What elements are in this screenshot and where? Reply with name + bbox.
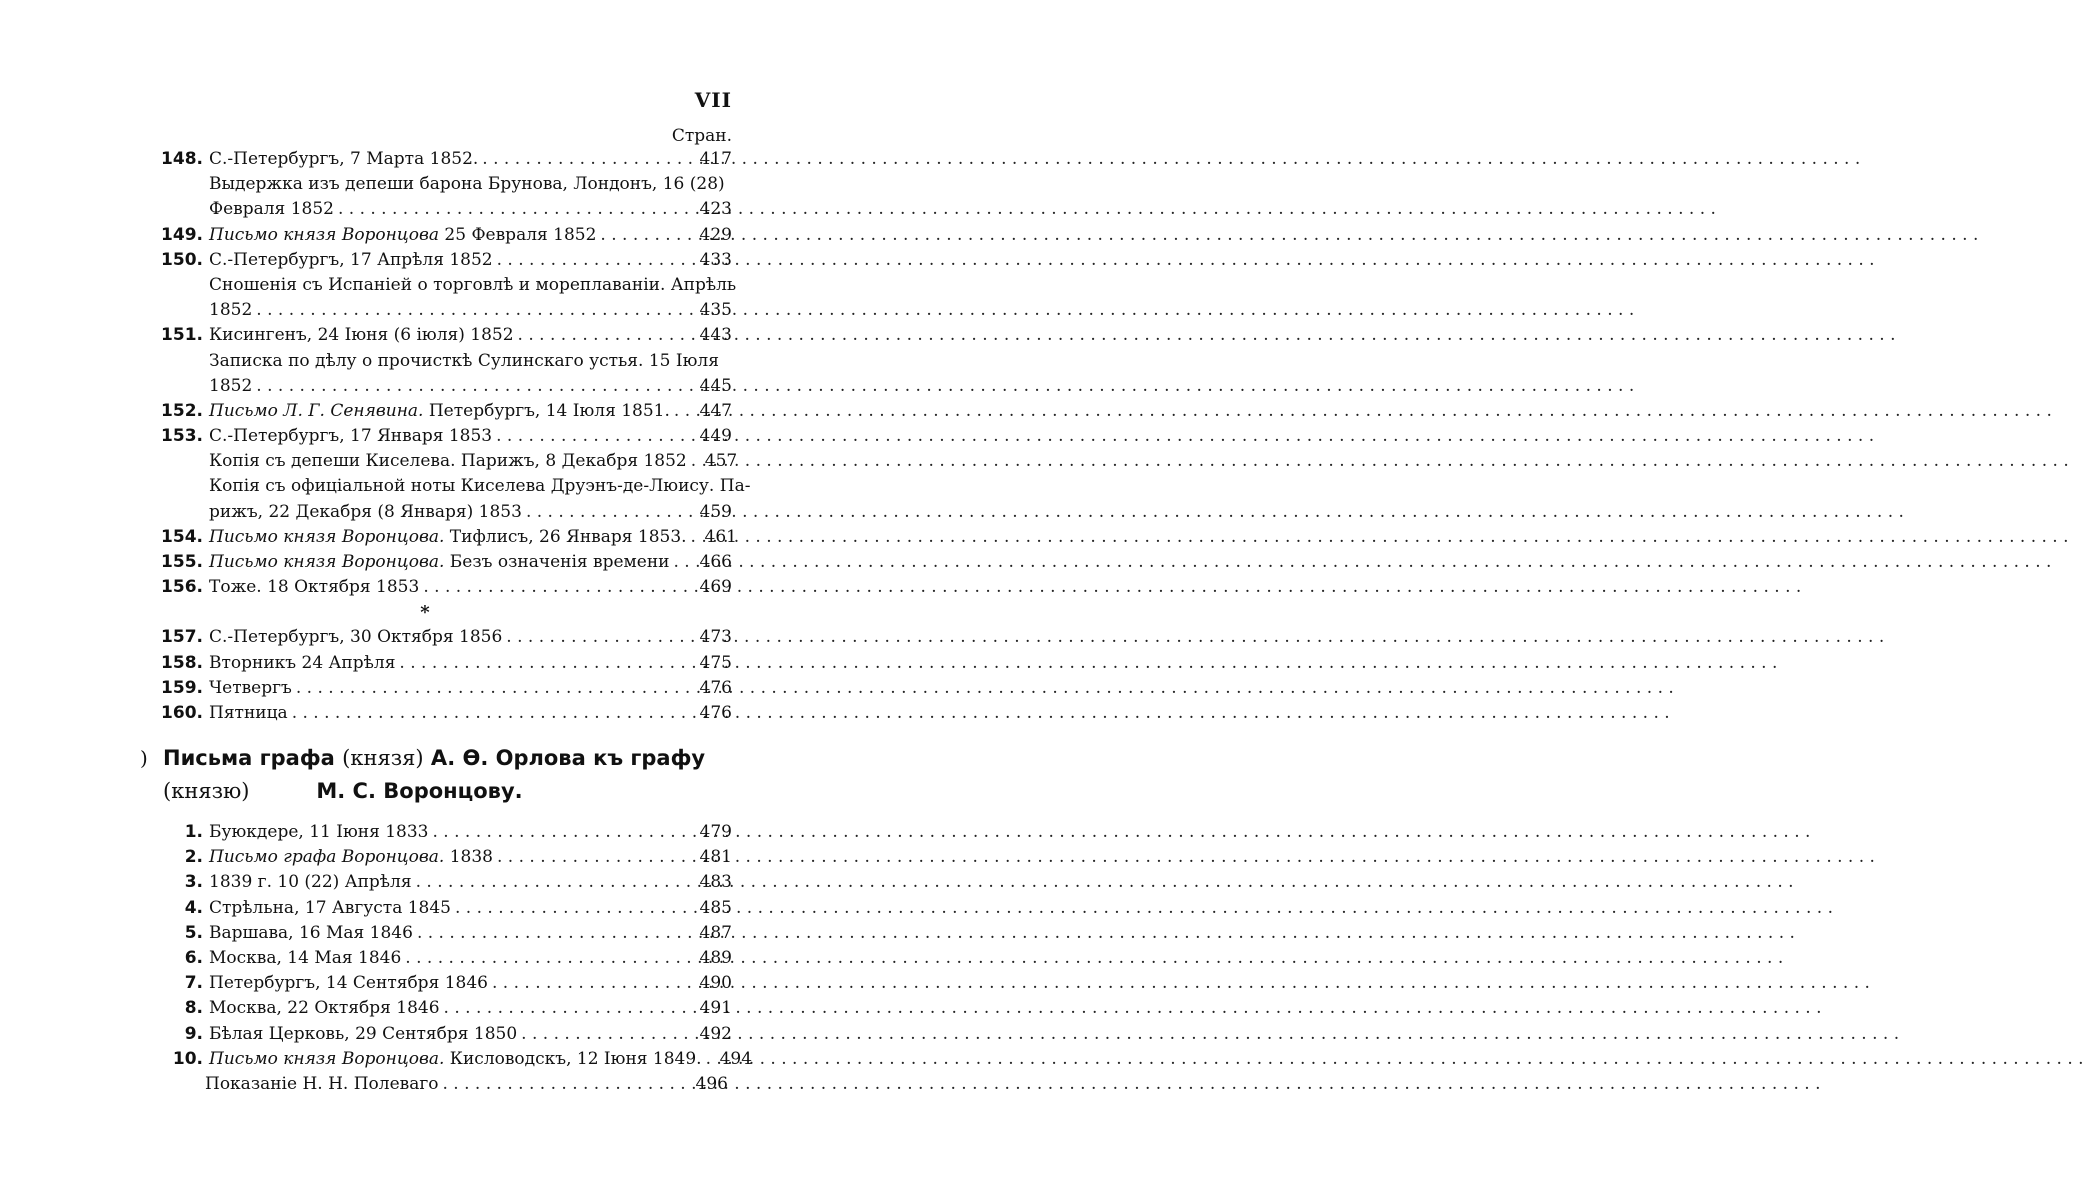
dot-leader [706,1047,716,1072]
entry-title-italic: Письмо графа Воронцова. [209,847,445,868]
entry-title [209,845,493,870]
entry-title-text: Москва, 14 Мая 1846 [209,947,402,968]
entry-number: 10. [172,1048,203,1069]
toc-entry [0,500,839,525]
entry-number: 152. [161,400,203,421]
entry-page-number: 417 [699,149,732,169]
toc-entry [0,525,839,550]
toc-entry [0,845,839,870]
entry-title [209,870,412,895]
entry-title-text: С.-Петербургъ, 17 Января 1853 [209,426,493,447]
entry-title [209,500,522,525]
entry-number: 5. [184,922,203,943]
entry-page-number: 487 [699,922,732,943]
entry-title [209,625,502,650]
entry-page-number: 485 [699,897,732,918]
toc-entry [0,273,839,298]
entry-number: 158. [161,652,203,673]
dot-leader [417,921,696,946]
entry-title [209,971,488,996]
page-column-header: Стран. [671,126,732,146]
dot-leader [497,845,696,870]
entry-title-text: Петербургъ, 14 Сентября 1846 [209,973,488,994]
entry-line [205,1072,728,1097]
entry-title-text: рижъ, 22 Декабря (8 Января) 1853 [209,501,522,522]
entry-number: 159. [161,677,203,698]
entry-title-text: 1852 [209,375,253,396]
toc-entry [0,323,839,348]
entry-page-number: 494 [719,1048,753,1069]
entry-title [205,1072,439,1097]
page-number: VII [694,88,732,112]
entry-title [209,273,736,298]
entry-title-text: Февраля 1852 [209,199,334,220]
entry-title-text: 1839 г. 10 (22) Апрѣля [209,872,412,893]
dot-leader [256,298,695,323]
entry-page-number: 433 [699,249,732,270]
entry-number: 1. [184,822,203,842]
entry-line [209,921,732,946]
entry-line [209,701,732,726]
entry-title-text: Вторникъ 24 Апрѣля [209,652,396,673]
entry-title [209,172,725,197]
entry-page-number: 476 [699,702,732,723]
entry-title [209,820,428,845]
entry-page-number: 481 [699,847,732,868]
entry-title [209,946,401,971]
entry-number: 4. [184,897,203,918]
entry-line [209,1047,753,1072]
dot-leader [432,820,695,845]
entry-title-text: С.-Петербургъ, 17 Апрѣля 1852 [209,249,493,270]
entry-title-text: Копія съ офиціальной ноты Киселева Друэнъ-де-Люису. Па- [209,476,751,497]
section-title-part-d: (князю) [163,779,250,803]
toc-entry [0,424,839,449]
toc-entry [0,946,839,971]
entry-line [209,197,732,222]
entry-line [209,273,737,298]
entry-page-number: 449 [699,426,732,447]
entry-line [209,676,732,701]
entry-page-number: 473 [699,627,732,648]
toc-entry [0,374,839,399]
entry-title [209,896,451,921]
entry-number: 149. [161,224,203,245]
toc-entry [0,449,839,474]
toc-entry [0,298,839,323]
entry-page-number: 483 [699,872,732,893]
entry-page-number: 491 [699,998,732,1019]
dot-leader [482,147,695,172]
dot-leader [506,625,695,650]
entry-title-italic: Письмо князя Воронцова. [209,1048,445,1069]
entry-title-text: Варшава, 16 Мая 1846 [209,922,413,943]
entry-number: 9. [184,1023,203,1044]
entry-number: 155. [161,552,203,572]
entry-line [209,147,732,172]
entry-title-text: Выдержка изъ депеши барона Брунова, Лондонъ, 16 (28) [209,174,725,195]
entry-line [209,896,732,921]
entry-page-number: 429 [699,224,732,245]
entry-line [209,500,732,525]
toc-entry [0,820,839,845]
entry-line [209,651,732,676]
entry-title-text: Буюкдере, 11 Іюня 1833 [209,822,429,842]
entry-page-number: 490 [699,973,732,994]
entry-number: 151. [161,325,203,346]
toc-section-1 [0,147,839,726]
entry-title-text: Тоже. 18 Октября 1853 [209,577,420,598]
dot-leader [674,399,696,424]
entry-title-text: Показаніе Н. Н. Полеваго [205,1073,439,1094]
entry-title [209,474,750,499]
entry-title [209,1022,517,1047]
entry-page-number: 492 [699,1023,732,1044]
entry-title-italic: Письмо князя Воронцова. [209,552,445,572]
entry-title [209,424,492,449]
dot-leader [673,550,695,575]
entry-title-text: Петербургъ, 14 Іюля 1851. [423,400,670,421]
toc-entry [0,996,839,1021]
entry-title-italic: Письмо Л. Г. Сенявина. [209,400,424,421]
entry-line [209,349,732,374]
entry-page-number: 476 [699,677,732,698]
toc-entry [0,197,839,222]
entry-title [209,701,288,726]
entry-line [209,971,732,996]
entry-page-number: 496 [695,1073,728,1094]
section-title-part-c: А. Ѳ. Орлова къ графу [423,746,706,770]
entry-title [209,298,252,323]
dot-leader [296,676,696,701]
entry-line [209,323,732,348]
entry-page-number: 457 [704,451,738,472]
entry-title-text: С.-Петербургъ, 30 Октября 1856 [209,627,503,648]
dot-leader [256,374,695,399]
entry-page-number: 443 [699,325,732,346]
entry-title-text: Москва, 22 Октября 1846 [209,998,440,1019]
toc-entry [0,575,839,600]
entry-title-text: Стрѣльна, 17 Августа 1845 [209,897,451,918]
dot-leader [423,575,695,600]
entry-title [209,550,669,575]
entry-title-text: Кисингенъ, 24 Іюня (6 іюля) 1852 [209,325,514,346]
entry-title-text: С.-Петербургъ, 7 Марта 1852. [209,149,479,169]
dot-leader [600,223,695,248]
entry-page-number: 445 [699,375,732,396]
entry-page-number: 489 [699,947,732,968]
entry-number: 153. [161,426,203,447]
toc-entry [0,223,839,248]
entry-number: 7. [184,973,203,994]
dot-leader [691,525,701,550]
entry-line [209,525,737,550]
entry-title-italic: Письмо князя Воронцова [209,224,439,245]
entry-line [209,845,732,870]
dot-leader [497,248,696,273]
entry-title-text: Копія съ депеши Киселева. Парижъ, 8 Декабря 1852 [209,451,687,472]
entry-line [209,424,732,449]
toc-entry [0,701,839,726]
entry-page-number: 435 [699,300,732,321]
section-title-part-a: Письма графа [163,746,343,770]
entry-number: 8. [184,998,203,1019]
dot-leader [518,323,696,348]
entry-title-text: Четвергъ [209,677,292,698]
separator-asterisk-text: * [420,602,430,624]
entry-number: 156. [161,577,203,598]
entry-title [209,525,687,550]
entry-title [209,323,514,348]
entry-line [209,399,732,424]
toc-entry [0,147,839,172]
toc-entry [0,474,839,499]
toc-entry [0,1047,839,1072]
entry-number: 150. [161,249,203,270]
entry-line [209,550,732,575]
entry-title [209,147,478,172]
entry-title-text: Безъ означенія времени [444,552,670,572]
document-page [0,0,839,1191]
toc-entry [0,625,839,650]
entry-page-number: 466 [699,552,732,572]
entry-title [209,349,719,374]
toc-section-2 [0,820,839,1097]
dot-leader [526,500,696,525]
dot-leader [338,197,696,222]
entry-title-italic: Письмо князя Воронцова. [209,526,445,547]
entry-page-number: 447 [699,400,732,421]
entry-page-number: 459 [699,501,732,522]
dot-leader [492,971,696,996]
entry-title-text: Сношенія съ Испаніей о торговлѣ и мореплаваніи. Апрѣль [209,274,737,295]
entry-title [209,374,252,399]
dot-leader [444,996,696,1021]
entry-page-number: 479 [699,822,732,842]
entry-title [209,197,334,222]
entry-line [209,870,732,895]
toc-entry [0,349,839,374]
entry-title [209,449,687,474]
entry-title [209,651,395,676]
entry-number: 160. [161,702,203,723]
entry-line [209,1022,732,1047]
entry-line [209,223,732,248]
entry-line [209,374,732,399]
dot-leader [292,701,696,726]
section-subtitle: М. С. Воронцову. [316,779,523,803]
entry-line [209,625,732,650]
entry-title-text: Тифлисъ, 26 Января 1853. [444,526,687,547]
entry-number: 2. [184,847,203,868]
dot-leader [455,896,696,921]
entry-title [209,399,670,424]
toc-entry [0,550,839,575]
entry-title [209,223,596,248]
entry-line [209,996,732,1021]
entry-line [209,449,738,474]
entry-line [209,172,732,197]
entry-line [209,298,732,323]
toc-entry [0,870,839,895]
entry-number: 3. [184,872,203,893]
toc-entry [0,651,839,676]
separator-asterisk [0,600,839,625]
toc-entry [0,896,839,921]
entry-title [209,575,419,600]
section-mark: ) [140,746,148,770]
entry-line [209,820,732,845]
entry-number: 154. [161,526,203,547]
toc-entry [0,971,839,996]
toc-entry [0,248,839,273]
entry-page-number: 469 [699,577,732,598]
toc-entry [0,172,839,197]
toc-entry [0,1072,839,1097]
toc-entry [0,921,839,946]
entry-line [209,946,732,971]
toc-entry [0,399,839,424]
entry-number: 148. [161,149,203,169]
dot-leader [521,1022,695,1047]
entry-title-text: Бѣлая Церковь, 29 Сентября 1850 [209,1023,518,1044]
entry-title-text: 25 Февраля 1852 [439,224,597,245]
entry-title [209,1047,702,1072]
entry-number: 6. [184,947,203,968]
entry-line [209,248,732,273]
toc-entry [0,1022,839,1047]
dot-leader [691,449,701,474]
dot-leader [443,1072,692,1097]
entry-page-number: 475 [699,652,732,673]
dot-leader [405,946,695,971]
entry-line [209,474,751,499]
section-title-part-b: (князя) [342,746,424,770]
entry-title [209,676,292,701]
dot-leader [416,870,696,895]
entry-page-number: 423 [699,199,732,220]
dot-leader [399,651,695,676]
entry-number: 157. [161,627,203,648]
entry-title [209,921,413,946]
entry-title-text: Записка по дѣлу о прочисткѣ Сулинскаго устья. 15 Іюля [209,350,719,371]
entry-line [209,575,732,600]
entry-title [209,996,440,1021]
entry-title-text: Пятница [209,702,288,723]
entry-title-text: Кисловодскъ, 12 Іюня 1849. [444,1048,702,1069]
entry-title-text: 1852 [209,300,253,321]
entry-title-text: 1838 [444,847,493,868]
toc-entry [0,676,839,701]
entry-title [209,248,493,273]
entry-page-number: 461 [704,526,737,547]
dot-leader [496,424,695,449]
